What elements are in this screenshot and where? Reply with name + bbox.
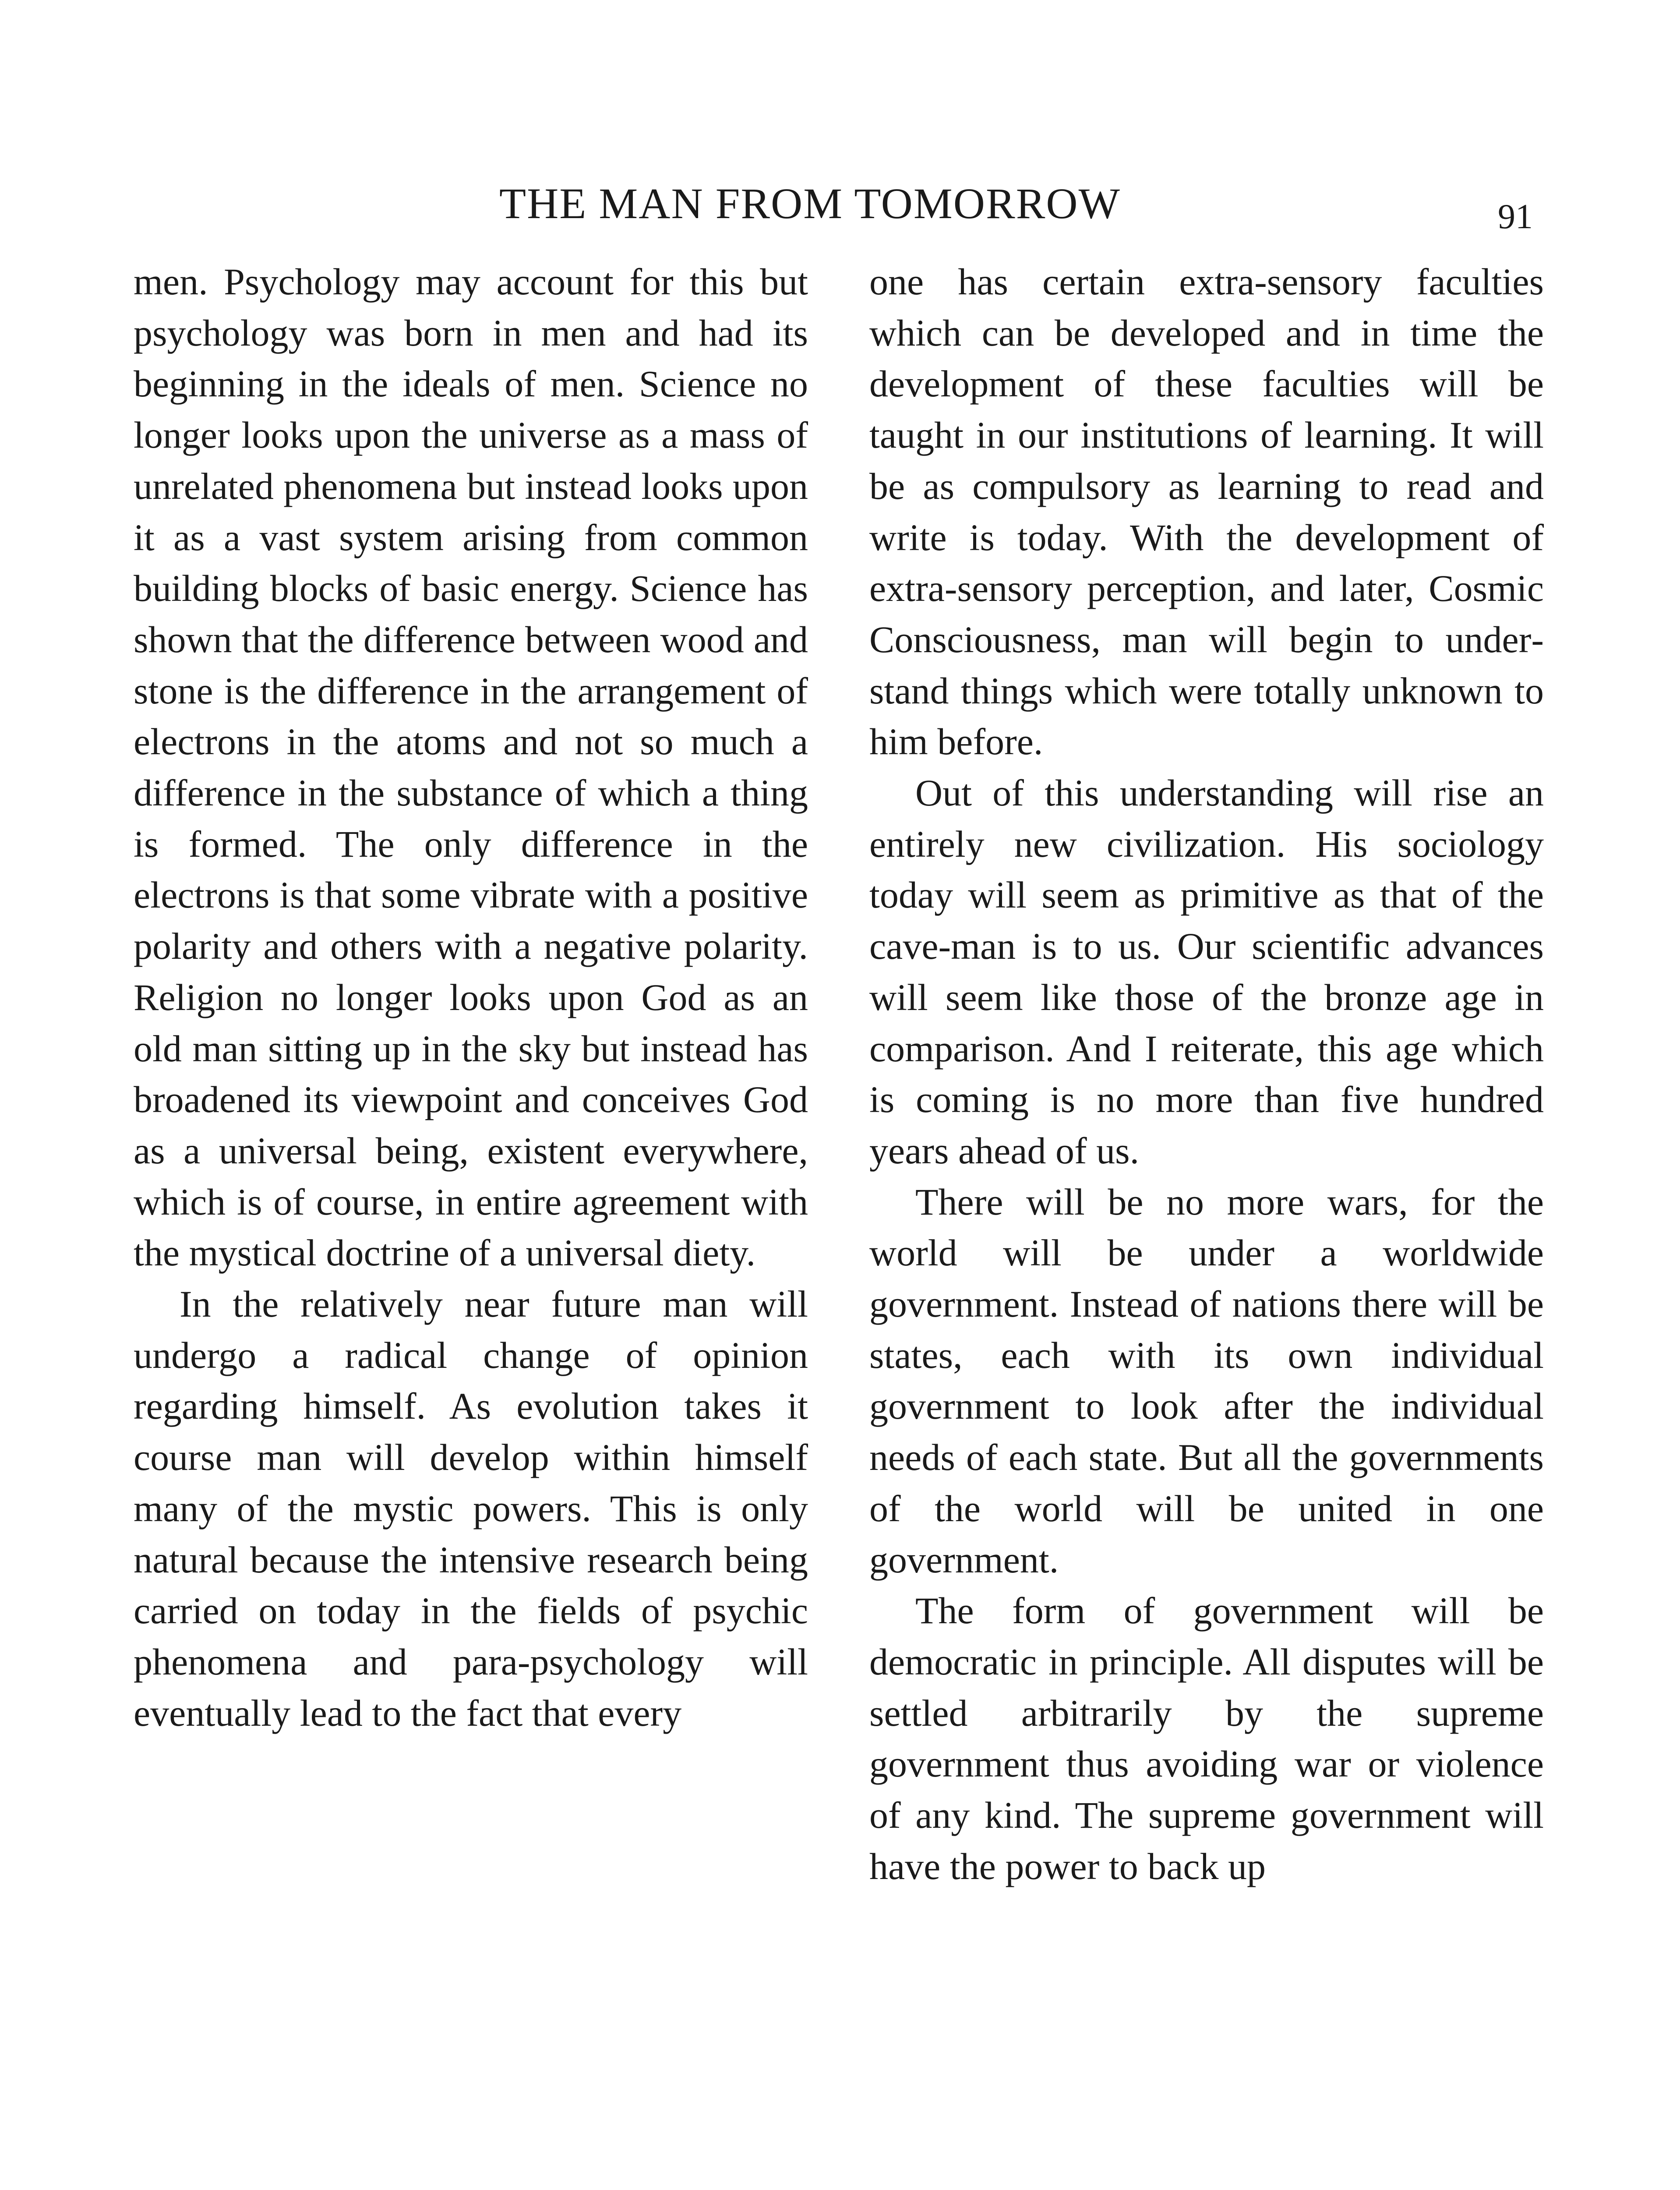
right-column [869,256,1544,1892]
paragraph: one has certain extra-sensory faculties which can be developed and in time the development of these faculties will be taught in our institutions of learning. It will be as compulsory as learning to read and write is today. With the development of extra-sensory perception, and later, Cosmic Consciousness, man will begin to understand things which were totally unknown to him before. [869,261,1544,763]
paragraph: In the relatively near future man will undergo a radical change of opinion regarding himself. As evolution takes it course man will develop within himself many of the mystic powers. This is only natural because the intensive research being carried on today in the fields of psychic phenomena and para-psychology will eventually lead to the fact that every [134,1283,808,1734]
paragraph: Out of this understanding will rise an entirely new civilization. His sociology today will seem as primitive as that of the cave-man is to us. Our scientific advances will seem like those of the bronze age in comparison. And I reiterate, this age which is coming is no more than five hundred years ahead of us. [869,772,1544,1172]
paragraph: The form of government will be democratic in principle. All disputes will be settled arbitrarily by the supreme government thus avoiding war or violence of any kind. The supreme government will have the power to back up [869,1590,1544,1887]
running-head [0,177,1680,236]
paragraph: There will be no more wars, for the world will be under a worldwide government. Instead of nations there will be states, each with its own individual government to look after the individual needs of each state. But all the governments of the world will be united in one government. [869,1180,1544,1581]
paragraph: men. Psychology may account for this but psychology was born in men and had its beginning in the ideals of men. Science no longer looks upon the universe as a mass of unrelated phenomena but instead looks upon it as a vast system arising from common building blocks of basic energy. Science has shown that the difference between wood and stone is the difference in the arrangement of electrons in the atoms and not so much a difference in the substance of which a thing is formed. The only difference in the electrons is that some vibrate with a positive polarity and others with a negative polarity. Religion no longer looks upon God as an old man sitting up in the sky but instead has broadened its viewpoint and conceives God as a universal being, existent everywhere, which is of course, in entire agreement with the mystical doctrine of a universal diety. [134,261,808,1274]
left-column [134,256,808,1738]
running-title: THE MAN FROM TOMORROW [499,179,1121,228]
page-number: 91 [1498,198,1533,236]
